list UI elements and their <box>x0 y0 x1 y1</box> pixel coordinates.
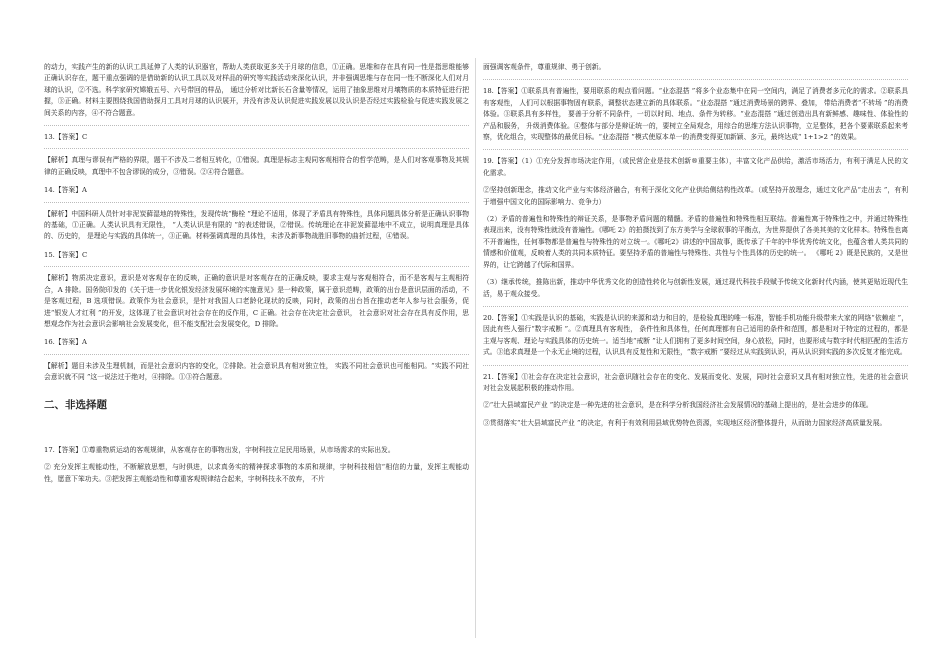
q16-analysis: 【解析】题目未涉及生理机制，而是社会意识内容的变化，②排除。社会意识具有相对独立性， 实践不同社会意识也可能相同。“实践不同社会意识就不同 ”这一说法过于绝对，④排除。①③符合题意。 <box>44 361 469 382</box>
separator <box>44 266 469 267</box>
intro-paragraph: 的动力，实践产生的新的认识工具延伸了人类的认识器官，帮助人类获取更多关于月球的信息，①正确。思维和存在具有同一性是指思维能够正确认识存在，题干重点强调的是借助新的认识工具以及对样品的研究等实践活动来深化认识，并非强调思维与存在同一性不断深化人们对月球的认识，②不选。科学家研究嫦娥五号、六号带回的样品， 通过分析对比新长石含量等情况，运用了抽象思维对月壤物质的本质特征进行把握，③正确。材料主要围绕我国借助探月工具对月球的认识展开，并没有涉及认识促进实践发展以及认识是否经过实践检验与促进实践发展之间关系的内容，④不符合题意。 <box>44 63 469 117</box>
section-title: 二、非选择题 <box>44 398 107 411</box>
question-17 <box>44 445 469 485</box>
q14-answer: 14.【答案】A <box>44 186 87 195</box>
q17-answer: 17.【答案】①尊重物质运动的客观规律，从客观存在的事物出发，宇树科技立足民用场景，从市场需求的实际出发。 <box>44 445 395 454</box>
q18-answer: 18.【答案】①联系具有普遍性，要用联系的观点看问题。“业态混搭 ”将多个业态集中在同一空间内，满足了消费者多元化的需求。②联系具有客观性， 人们可以根据事物固有联系，调整状态建立新的具体联系。“业态混搭 ”通过消费场景的跨界、叠加， 带给消费者“不转场 ”的消费体验。③联系具有多样性， 要善于分析不同条件，一切以时间、地点、条件为转移。“业态混搭 ”通过创造出具有新鲜感、趣味性、体验性的产品和服务， 升级消费体验。④整体与部分是辩证统一的，要树立全局观念，用综合的思维方法认识事物，立足整体，把各个要素联系起来考察，优化组合，实现整体的最优目标。“业态混搭 ”模式使原本单一的消费变得更加新颖、多元，最终达成“ 1+1>2 ”的效果。 <box>483 87 908 142</box>
q19-answer-3: （2）矛盾的普遍性和特殊性的辩证关系，是事物矛盾问题的精髓。矛盾的普遍性和特殊性相互联结。普遍性寓于特殊性之中，并通过特殊性表现出来，没有特殊性就没有普遍性。《哪吒 2》的拍摄找到了东方美学与全球叙事的平衡点，为世界提供了各美其美的文化样本。特殊性也离不开普遍性，任何事物都是普遍性与特殊性的对立统一。《哪吒2》讲述的中国故事，既传承了千年的中华优秀传统文化，也蕴含着人类共同的情感和价值观，反映着人类的共同本质特征。要坚持矛盾的普遍性与特殊性、共性与个性具体的历史的统一。 《哪吒 2》既是民族的，又是世界的，让它跨越了代际和国界。 <box>483 215 908 269</box>
q20-answer: 20.【答案】①实践是认识的基础，实践是认识的来源和动力和目的，是检验真理的唯一标准，智能手机功能升级带来大家的网络“依赖症 ”，因此有些人强行“数字戒断 ”。②真理具有客观性， 条件性和具体性，任何真理都有自己适用的条件和范围，都是相对于特定的过程的，都是主观与客观、理论与实践具体的历史统一。适当地“戒断 ”让人们拥有了更多时间空间，身心放松，同时，也要形成与数字时代相匹配的生活方式。③追求真理是一个永无止境的过程，认识具有反复性和无限性，“数字戒断 ”要经过从实践到认识，再从认识到实践的多次反复才能完成。 <box>483 313 908 357</box>
q21-answer-3: ③贯彻落实“壮大县域富民产业 ”的决定，有利于有效利用县域优势特色资源，实现地区经济整体提升，从而助力国家经济高质量发展。 <box>483 418 887 427</box>
q19-answer-2: ②坚持创新理念，推动文化产业与实体经济融合，有利于深化文化产业供给侧结构性改革。（或坚持开放理念，通过文化产品“走出去 ”，有利于增强中国文化的国际影响力、竞争力） <box>483 186 908 206</box>
separator <box>44 202 469 203</box>
separator <box>483 79 908 80</box>
separator <box>483 306 908 307</box>
separator <box>44 148 469 149</box>
q15-answer: 15.【答案】C <box>44 250 88 259</box>
column-divider <box>475 58 476 638</box>
q15-analysis: 【解析】物质决定意识，意识是对客观存在的反映，正确的意识是对客观存在的正确反映，要求主观与客观相符合，而不是客观与主观相符合，A 排除。国务院印发的《关于进一步优化银发经济发展环境的实施意见》是一种政策，属于意识范畴，政策的出台是意识层面的活动，不是客观过程，B 选项错误。政策作为社会意识，是针对我国人口老龄化现状的反映，同时，政策的出台旨在推动老年人参与社会服务，促进“银发人才红利 ”的开发，这体现了社会意识对社会存在的反作用，C 正确。社会存在决定社会意识， 社会意识对社会存在具有反作用，思想观念作为社会意识会影响社会发展变化，但不能支配社会发展变化，D 排除。 <box>44 274 469 328</box>
q13-analysis: 【解析】真理与谬误有严格的界限，题干不涉及二者相互转化，①错误。真理是标志主观同客观相符合的哲学范畴，是人们对客观事物及其规律的正确反映，真理中不包含谬误的成分，③错误。②④符合题意。 <box>44 156 469 176</box>
q21-answer-2: ②“壮大县域富民产业 ”的决定是一种先进的社会意识，是在科学分析我国经济社会发展情况的基础上提出的，是社会进步的体现。 <box>483 401 873 410</box>
question-14 <box>44 185 469 243</box>
left-column <box>44 62 469 492</box>
q14-analysis: 【解析】中国科研人员针对非泥炭藓湿地的特殊性，发现传统“酶栓 ”理论不适用，体现了矛盾具有特殊性，具体问题具体分析是正确认识事物的基础，①正确。人类认识具有无限性， “人类认识是有限的 ”的表述错误，②错误。传统理论在非泥炭藓湿地中不成立，说明真理是具体的、历史的， 是理论与实践的具体统一，③正确。材料强调真理的具体性，未涉及新事物战胜旧事物的曲折过程，④错误。 <box>44 209 469 241</box>
q19-answer-4: （3）继承传统，推陈出新，推动中华优秀文化的创造性转化与创新性发展，通过现代科技手段赋予传统文化新时代内涵，使其更贴近现代生活，易于观众接受。 <box>483 278 908 298</box>
separator <box>44 125 469 126</box>
q21-answer-1: 21.【答案】①社会存在决定社会意识，社会意识随社会存在的变化、发展而变化、发展，同时社会意识又具有相对独立性，先进的社会意识对社会发展起积极的推动作用。 <box>483 372 908 392</box>
question-13 <box>44 132 469 178</box>
q19-answer-1: 19.【答案】（1）①充分发挥市场决定作用，（或民营企业是技术创新®重要主体），丰富文化产品供给，激活市场活力，有利于满足人民的文化需求。 <box>483 157 908 177</box>
question-16 <box>44 337 469 383</box>
separator <box>44 354 469 355</box>
q13-answer: 13.【答案】C <box>44 133 88 142</box>
question-15 <box>44 250 469 330</box>
q16-answer: 16.【答案】A <box>44 338 87 347</box>
q17-more: ② 充分发挥主观能动性，不断解放思想，与时俱进，以求真务实的精神探求事物的本质和规律，宇树科技相信“相信的力量，发挥主观能动性，愿意下笨功夫。③把发挥主观能动性和尊重客观规律结合起来，宇树科技永不放弃， 不片 <box>44 463 469 483</box>
separator <box>483 365 908 366</box>
q17-continued: 面强调客观条件，尊重规律、勇于创新。 <box>483 63 606 71</box>
right-column <box>483 62 908 435</box>
separator <box>483 149 908 150</box>
